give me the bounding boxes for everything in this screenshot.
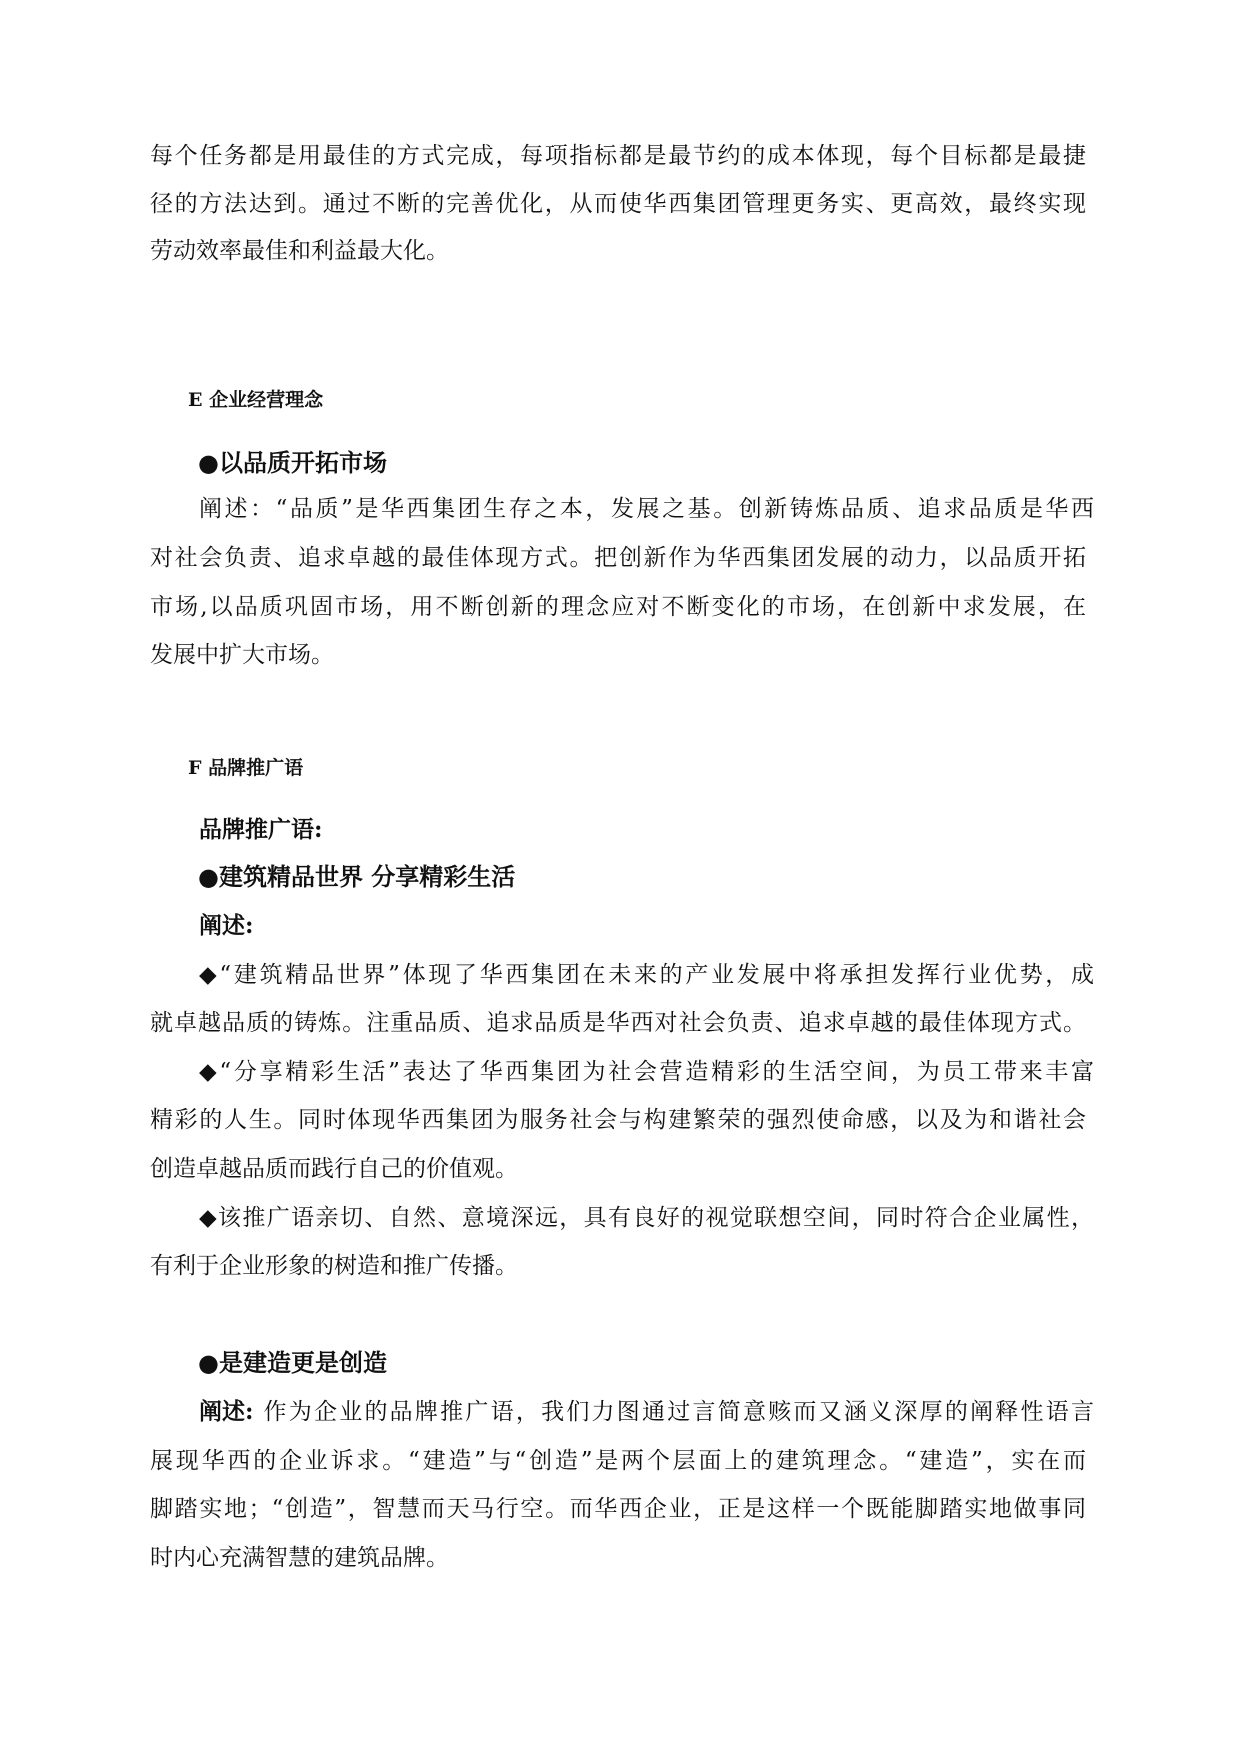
section-title: E 企业经营理念 bbox=[188, 389, 324, 411]
paragraph-line: 时内心充满智慧的建筑品牌。 bbox=[150, 1545, 449, 1571]
paragraph-line: 每个任务都是用最佳的方式完成，每项指标都是最节约的成本体现，每个目标都是最捷 bbox=[150, 143, 1086, 169]
bullet-line: ◆“建筑精品世界”体现了华西集团在未来的产业发展中将承担发挥行业优势，成 bbox=[199, 962, 1094, 988]
paragraph-text: 作为企业的品牌推广语，我们力图通过言简意赅而又涵义深厚的阐释性语言 bbox=[263, 1399, 1094, 1425]
bullet-line: 就卓越品质的铸炼。注重品质、追求品质是华西对社会负责、追求卓越的最佳体现方式。 bbox=[150, 1010, 1086, 1036]
bullet-line: 创造卓越品质而践行自己的价值观。 bbox=[150, 1156, 518, 1182]
paragraph-line bbox=[199, 1397, 1094, 1427]
section-heading: ●是建造更是创造 bbox=[198, 1348, 387, 1377]
paragraph-line: 发展中扩大市场。 bbox=[150, 642, 334, 668]
paragraph-line: 劳动效率最佳和利益最大化。 bbox=[150, 238, 449, 264]
bullet-line: 有利于企业形象的树造和推广传播。 bbox=[150, 1253, 518, 1279]
section-title: F 品牌推广语 bbox=[188, 757, 304, 779]
description-label: 阐述: bbox=[199, 1398, 254, 1425]
section-heading: ●以品质开拓市场 bbox=[198, 448, 387, 477]
paragraph-line: 阐述：“品质”是华西集团生存之本，发展之基。创新铸炼品质、追求品质是华西 bbox=[199, 496, 1094, 522]
bullet-line: 精彩的人生。同时体现华西集团为服务社会与构建繁荣的强烈使命感，以及为和谐社会 bbox=[150, 1107, 1086, 1133]
paragraph-line: 对社会负责、追求卓越的最佳体现方式。把创新作为华西集团发展的动力，以品质开拓 bbox=[150, 545, 1086, 571]
description-label: 阐述: bbox=[199, 912, 254, 939]
bullet-line: ◆该推广语亲切、自然、意境深远，具有良好的视觉联想空间，同时符合企业属性， bbox=[199, 1205, 1094, 1231]
section-heading: ●建筑精品世界 分享精彩生活 bbox=[198, 862, 516, 891]
paragraph-line: 展现华西的企业诉求。“建造”与“创造”是两个层面上的建筑理念。“建造”，实在而 bbox=[150, 1448, 1086, 1474]
paragraph-line: 径的方法达到。通过不断的完善优化，从而使华西集团管理更务实、更高效，最终实现 bbox=[150, 191, 1086, 217]
paragraph-line: 市场,以品质巩固市场，用不断创新的理念应对不断变化的市场，在创新中求发展，在 bbox=[150, 594, 1086, 620]
slogan-label: 品牌推广语: bbox=[199, 816, 323, 843]
bullet-line: ◆“分享精彩生活”表达了华西集团为社会营造精彩的生活空间，为员工带来丰富 bbox=[199, 1059, 1094, 1085]
paragraph-line: 脚踏实地；“创造”，智慧而天马行空。而华西企业，正是这样一个既能脚踏实地做事同 bbox=[150, 1496, 1086, 1522]
